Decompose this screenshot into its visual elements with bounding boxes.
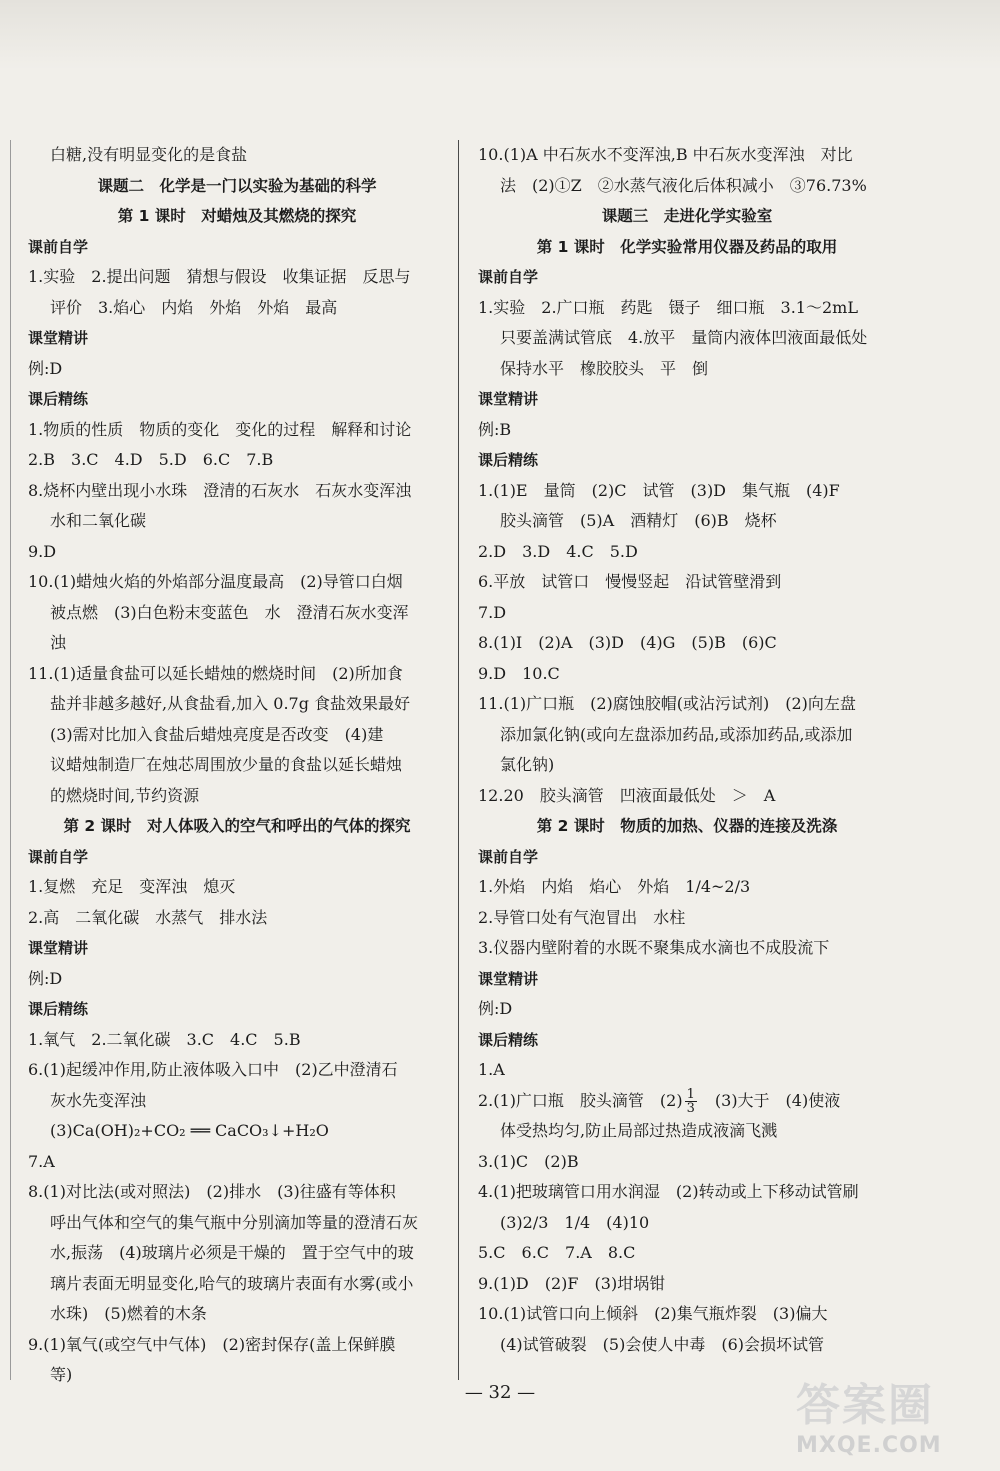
answer-line: (3)2/3 1/4 (4)10 xyxy=(500,1212,650,1232)
answer-line: 8.(1)对比法(或对照法) (2)排水 (3)往盛有等体积 xyxy=(28,1182,396,1201)
answer-line: 5.C 6.C 7.A 8.C xyxy=(478,1243,636,1262)
answer-line: 1.实验 2.广口瓶 药匙 镊子 细口瓶 3.1～2mL xyxy=(478,297,858,317)
answer-line: 6.平放 试管口 慢慢竖起 沿试管壁滑到 xyxy=(478,572,782,591)
answer-line: 只要盖满试管底 4.放平 量筒内液体凹液面最低处 xyxy=(500,328,868,347)
left-margin-rule xyxy=(10,140,11,1380)
answer-line xyxy=(478,1086,896,1117)
subsection-label: 课后精练 xyxy=(28,1000,89,1018)
answer-line: 体受热均匀,防止局部过热造成液滴飞溅 xyxy=(500,1121,778,1140)
subsection-label: 课前自学 xyxy=(28,847,89,866)
subsection-label: 课前自学 xyxy=(28,237,89,256)
answer-line: 评价 3.焰心 内焰 外焰 外焰 最高 xyxy=(50,297,338,317)
answer-line: 1.物质的性质 物质的变化 变化的过程 解释和讨论 xyxy=(28,419,412,439)
answer-line: 璃片表面无明显变化,哈气的玻璃片表面有水雾(或小 xyxy=(50,1273,414,1293)
answer-line: 10.(1)蜡烛火焰的外焰部分温度最高 (2)导管口白烟 xyxy=(28,572,403,591)
answer-text: (3)大于 (4)使液 xyxy=(698,1090,841,1110)
answer-line: 水珠) (5)燃着的木条 xyxy=(50,1304,207,1323)
answer-line: 8.烧杯内壁出现小水珠 澄清的石灰水 石灰水变浑浊 xyxy=(28,480,412,500)
answer-line: 灰水先变浑浊 xyxy=(50,1090,147,1110)
section-heading: 第 1 课时 对蜡烛及其燃烧的探究 xyxy=(117,207,357,225)
subsection-label: 课后精练 xyxy=(478,1030,539,1049)
answer-line: 水和二氧化碳 xyxy=(50,511,147,530)
page-number: — 32 — xyxy=(464,1382,536,1403)
answer-line: 等) xyxy=(50,1365,73,1384)
answer-line: 9.(1)D (2)F (3)坩埚钳 xyxy=(478,1273,666,1293)
answer-line: 11.(1)广口瓶 (2)腐蚀胶帽(或沾污试剂) (2)向左盘 xyxy=(478,694,856,713)
answer-line: 例:D xyxy=(478,999,513,1018)
answer-line: 1.实验 2.提出问题 猜想与假设 收集证据 反思与 xyxy=(28,267,411,286)
answer-line: (4)试管破裂 (5)会使人中毒 (6)会损坏试管 xyxy=(500,1334,824,1354)
answer-line: 例:D xyxy=(28,968,63,988)
subsection-label: 课堂精讲 xyxy=(478,969,539,988)
column-divider xyxy=(458,140,459,1380)
answer-line: 7.A xyxy=(28,1151,55,1171)
answer-text: 2.(1)广口瓶 胶头滴管 (2) xyxy=(478,1090,683,1110)
watermark-text: 答案圈 xyxy=(796,1380,934,1431)
answer-line: 1.外焰 内焰 焰心 外焰 1/4~2/3 xyxy=(478,877,751,896)
answer-line: 12.20 胶头滴管 凹液面最低处 ＞ A xyxy=(478,785,776,805)
answer-line: 被点燃 (3)白色粉末变蓝色 水 澄清石灰水变浑 xyxy=(50,602,409,622)
answer-line: 的燃烧时间,节约资源 xyxy=(50,785,200,805)
answer-line: 1.(1)E 量筒 (2)C 试管 (3)D 集气瓶 (4)F xyxy=(478,480,840,500)
answer-line: 例:D xyxy=(28,358,63,378)
answer-line: 1.A xyxy=(478,1060,505,1079)
subsection-label: 课后精练 xyxy=(28,390,89,408)
answer-line: (3)Ca(OH)₂+CO₂ ══ CaCO₃↓+H₂O xyxy=(50,1121,329,1140)
subsection-label: 课堂精讲 xyxy=(478,390,539,408)
answer-line: 6.(1)起缓冲作用,防止液体吸入口中 (2)乙中澄清石 xyxy=(28,1060,398,1079)
answer-line: 浊 xyxy=(50,633,67,652)
subsection-label: 课后精练 xyxy=(478,451,539,469)
answer-line: 1.复燃 充足 变浑浊 熄灭 xyxy=(28,877,236,896)
answer-line: 10.(1)试管口向上倾斜 (2)集气瓶炸裂 (3)偏大 xyxy=(478,1304,828,1323)
subsection-label: 课前自学 xyxy=(478,268,539,286)
answer-line: 7.D xyxy=(478,602,507,622)
section-heading: 第 1 课时 化学实验常用仪器及药品的取用 xyxy=(536,237,838,256)
answer-line: 2.D 3.D 4.C 5.D xyxy=(478,541,638,561)
answer-line: 氯化钠) xyxy=(500,755,555,774)
answer-line: 议蜡烛制造厂在烛芯周围放少量的食盐以延长蜡烛 xyxy=(50,755,403,774)
answer-line: 法 (2)①Z ②水蒸气液化后体积减小 ③76.73% xyxy=(500,175,867,195)
subsection-label: 课前自学 xyxy=(478,847,539,866)
watermark-logo xyxy=(796,1369,986,1459)
fraction-denominator: 3 xyxy=(686,1100,695,1116)
subsection-label: 课堂精讲 xyxy=(28,939,89,957)
watermark-url: MXQE.COM xyxy=(796,1433,942,1458)
section-heading: 第 2 课时 对人体吸入的空气和呼出的气体的探究 xyxy=(63,817,411,835)
answer-line: 8.(1)I (2)A (3)D (4)G (5)B (6)C xyxy=(478,633,777,652)
subsection-label: 课堂精讲 xyxy=(28,329,89,347)
section-heading: 课题二 化学是一门以实验为基础的科学 xyxy=(97,176,377,195)
left-column xyxy=(28,140,446,1391)
answer-line: 保持水平 橡胶胶头 平 倒 xyxy=(500,358,709,378)
fraction xyxy=(685,1088,697,1115)
answer-line: 10.(1)A 中石灰水不变浑浊,B 中石灰水变浑浊 对比 xyxy=(478,145,853,164)
answer-line: 4.(1)把玻璃管口用水润湿 (2)转动或上下移动试管刷 xyxy=(478,1182,859,1201)
section-heading: 课题三 走进化学实验室 xyxy=(601,207,773,225)
answer-line: 例:B xyxy=(478,419,512,439)
fraction-numerator: 1 xyxy=(686,1086,695,1102)
answer-line: 呼出气体和空气的集气瓶中分别滴加等量的澄清石灰 xyxy=(50,1212,419,1232)
answer-line: 3.仪器内壁附着的水既不聚集成水滴也不成股流下 xyxy=(478,938,830,957)
answer-line: 盐并非越多越好,从食盐看,加入 0.7g 食盐效果最好 xyxy=(50,694,411,713)
answer-line: 白糖,没有明显变化的是食盐 xyxy=(50,145,248,164)
answer-line: 水,振荡 (4)玻璃片必须是干燥的 置于空气中的玻 xyxy=(50,1243,414,1262)
section-heading: 第 2 课时 物质的加热、仪器的连接及洗涤 xyxy=(536,817,838,835)
answer-line: 11.(1)适量食盐可以延长蜡烛的燃烧时间 (2)所加食 xyxy=(28,663,403,683)
answer-line: 1.氧气 2.二氧化碳 3.C 4.C 5.B xyxy=(28,1029,301,1049)
right-column xyxy=(478,140,896,1360)
answer-line: 添加氯化钠(或向左盘添加药品,或添加药品,或添加 xyxy=(500,724,853,744)
answer-line: 3.(1)C (2)B xyxy=(478,1151,579,1171)
answer-line: 9.D xyxy=(28,541,57,561)
answer-line: 2.导管口处有气泡冒出 水柱 xyxy=(478,907,686,927)
answer-line: 9.(1)氧气(或空气中气体) (2)密封保存(盖上保鲜膜 xyxy=(28,1334,396,1354)
answer-line: 胶头滴管 (5)A 酒精灯 (6)B 烧杯 xyxy=(500,511,777,530)
answer-line: 9.D 10.C xyxy=(478,663,560,683)
answer-line: 2.B 3.C 4.D 5.D 6.C 7.B xyxy=(28,450,274,469)
answer-line: 2.高 二氧化碳 水蒸气 排水法 xyxy=(28,907,268,927)
answer-line: (3)需对比加入食盐后蜡烛亮度是否改变 (4)建 xyxy=(50,724,384,744)
scan-shadow xyxy=(0,0,1000,70)
